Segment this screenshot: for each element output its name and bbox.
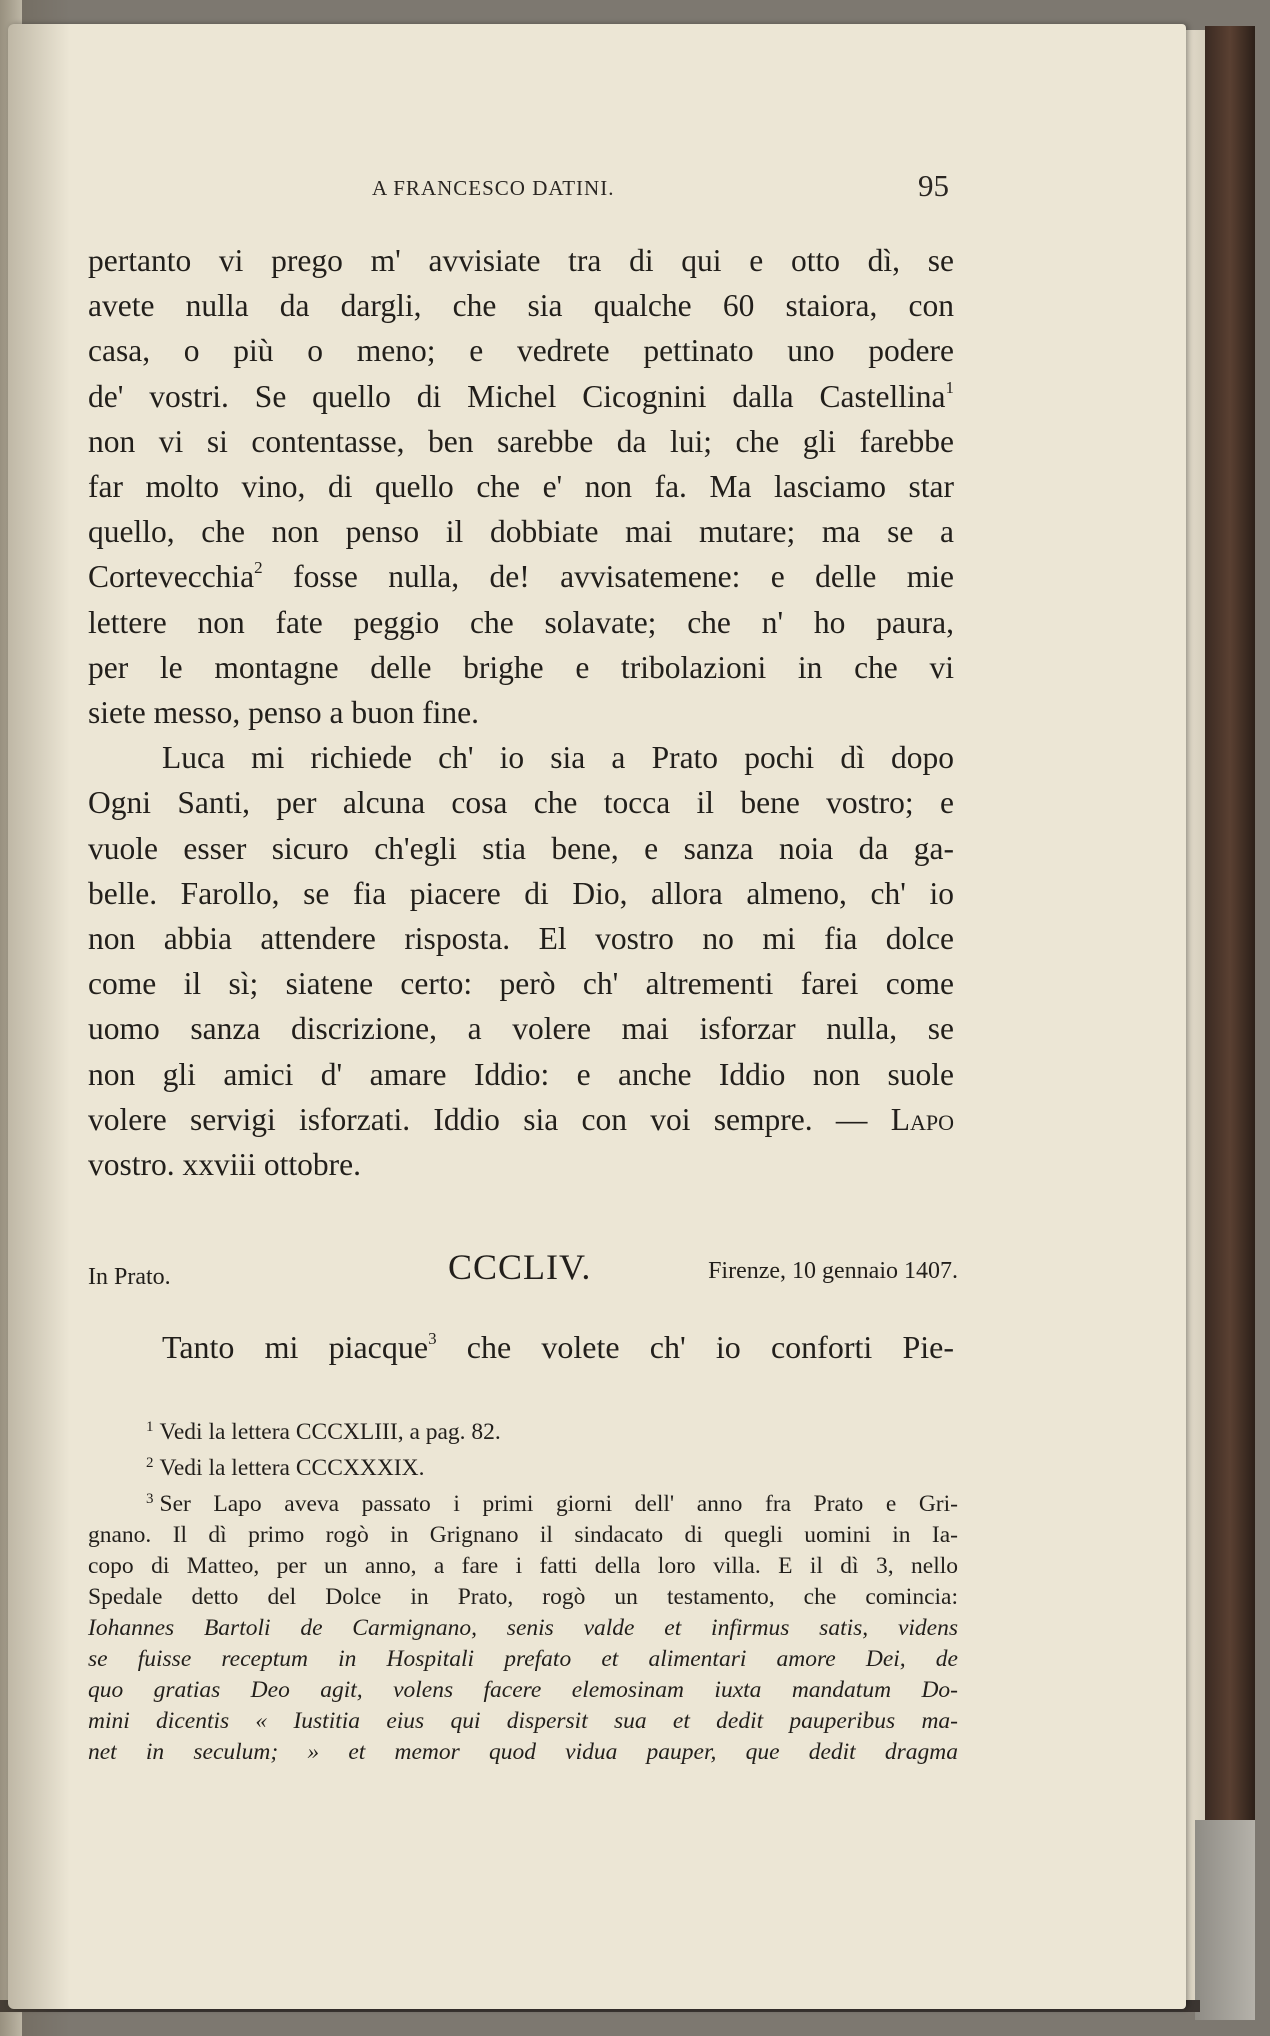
footnote-ref: 2 <box>254 558 263 578</box>
text-line <box>88 1097 954 1142</box>
letter-addressee: In Prato. <box>88 1264 171 1290</box>
footnote-line: Iohannes Bartoli de Carmignano, senis valde et infirmus satis, videns <box>88 1615 958 1641</box>
footnote-mark: 2 <box>146 1455 154 1471</box>
footnote-ref: 3 <box>428 1329 437 1348</box>
footnote-text: Vedi la lettera CCCXXXIX. <box>159 1455 425 1481</box>
signature-name: Lapo <box>890 1101 954 1137</box>
text-span: che volete ch' io conforti Pie- <box>436 1329 955 1365</box>
book-cover-edge <box>1205 26 1255 2016</box>
text-line: Luca mi richiede ch' io sia a Prato pochi dì dopo <box>162 740 954 776</box>
page-number: 95 <box>918 168 949 203</box>
book-cover-corner <box>1195 1820 1255 2020</box>
book-page <box>8 24 1186 2009</box>
text-span: Tanto mi piacque <box>162 1329 429 1365</box>
text-line: vuole esser sicuro ch'egli stia bene, e sanza noia da ga- <box>88 830 954 866</box>
text-line: quello, che non penso il dobbiate mai mutare; ma se a <box>88 514 954 550</box>
text-span: et memor quod vidua pauper, que dedit dragma <box>348 1739 958 1765</box>
footnote-mark: 1 <box>146 1419 154 1435</box>
text-line <box>88 374 954 419</box>
text-line: siete messo, penso a buon fine. <box>88 695 480 731</box>
text-line: come il sì; siatene certo: però ch' altrementi farei come <box>88 966 954 1002</box>
text-line: non vi si contentasse, ben sarebbe da lui; che gli farebbe <box>88 423 954 459</box>
footnote-line: copo di Matteo, per un anno, a fare i fatti della loro villa. E il dì 3, nello <box>88 1553 958 1579</box>
text-span: volere servigi isforzati. Iddio sia con voi sempre. — <box>88 1101 891 1137</box>
footnote-line: gnano. Il dì primo rogò in Grignano il sindacato di quegli uomini in Ia- <box>88 1522 958 1548</box>
text-line: far molto vino, di quello che e' non fa. Ma lasciamo star <box>88 469 954 505</box>
letter-number: CCCLIV. <box>448 1247 592 1287</box>
text-span: Cortevecchia <box>88 559 255 595</box>
footnotes <box>88 1412 958 1768</box>
text-line: per le montagne delle brighe e tribolazioni in che vi <box>88 649 954 685</box>
text-span: fosse nulla, de! avvisatemene: e delle mie <box>262 559 954 595</box>
text-line: uomo sanza discrizione, a volere mai isforzar nulla, se <box>88 1011 954 1047</box>
text-line: Ogni Santi, per alcuna cosa che tocca il bene vostro; e <box>88 785 954 821</box>
text-line: belle. Farollo, se fia piacere di Dio, allora almeno, ch' io <box>88 875 954 911</box>
letter-opening-line <box>162 1324 954 1370</box>
footnote-mark: 3 <box>146 1491 154 1507</box>
letter-date: Firenze, 10 gennaio 1407. <box>708 1258 958 1284</box>
letter-body-continued <box>88 238 954 1187</box>
text-line: non abbia attendere risposta. El vostro no mi fia dolce <box>88 921 954 957</box>
text-line: pertanto vi prego m' avvisiate tra di qui e otto dì, se <box>88 243 954 278</box>
text-line: lettere non fate peggio che solavate; che n' ho paura, <box>88 604 954 640</box>
text-span: net in seculum; » <box>88 1739 349 1765</box>
footnote-line: Spedale detto del Dolce in Prato, rogò un testamento, che comincia: <box>88 1584 958 1610</box>
footnote-text: Vedi la lettera CCCXLIII, a pag. 82. <box>159 1419 501 1445</box>
footnote-line: se fuisse receptum in Hospitali prefato et alimentari amore Dei, de <box>88 1646 958 1672</box>
letter-heading <box>88 1246 958 1296</box>
footnote-2 <box>88 1448 958 1484</box>
footnote-ref: 1 <box>945 377 954 397</box>
text-line: avete nulla da dargli, che sia qualche 60 staiora, con <box>88 288 954 324</box>
footnote-line <box>88 1737 958 1768</box>
footnote-3 <box>88 1484 958 1520</box>
text-line: vostro. xxviii ottobre. <box>88 1147 361 1183</box>
footnote-text: Ser Lapo aveva passato i primi giorni dell' anno fra Prato e Gri- <box>159 1491 958 1517</box>
running-head: A FRANCESCO DATINI. <box>372 176 615 200</box>
text-line: casa, o più o meno; e vedrete pettinato uno podere <box>88 333 954 369</box>
footnote-1 <box>88 1412 958 1448</box>
text-span: de' vostri. Se quello di Michel Cicognini dalla Castellina <box>88 378 946 414</box>
footnote-line: mini dicentis « Iustitia eius qui dispersit sua et dedit pauperibus ma- <box>88 1708 958 1734</box>
footnote-line: quo gratias Deo agit, volens facere elemosinam iuxta mandatum Do- <box>88 1677 958 1703</box>
text-line <box>88 554 954 599</box>
text-line: non gli amici d' amare Iddio: e anche Iddio non suole <box>88 1056 954 1092</box>
